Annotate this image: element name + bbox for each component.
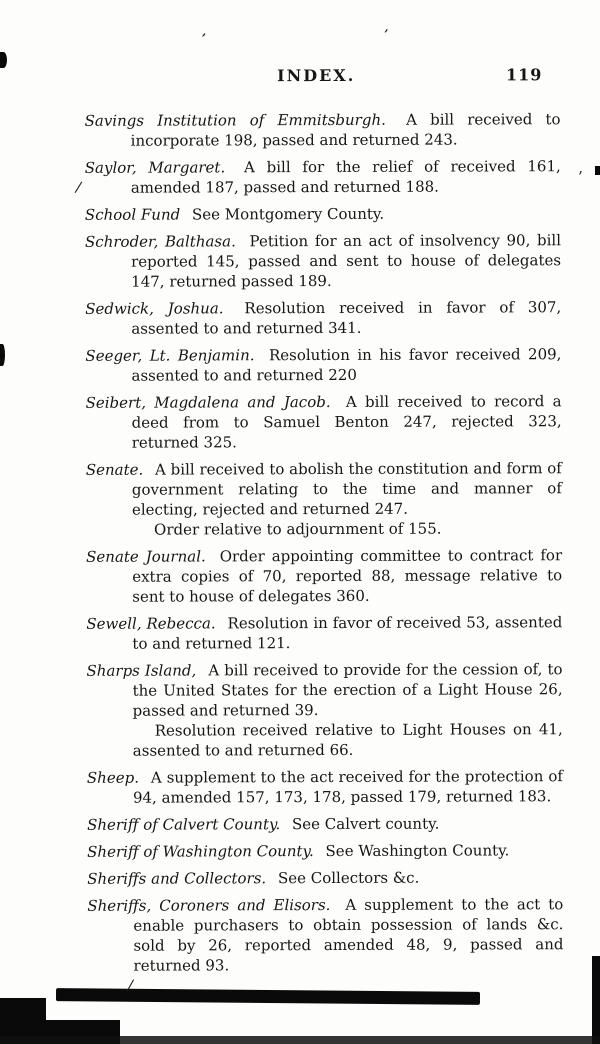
entry-term: Seeger, Lt. Benjamin. <box>85 346 255 365</box>
page-content <box>84 65 563 983</box>
entry-paragraph <box>85 344 561 386</box>
entry-paragraph <box>86 391 562 453</box>
entry-term: School Fund <box>84 205 181 224</box>
index-entry <box>87 867 563 889</box>
entry-text: See Montgomery County. <box>187 204 385 224</box>
entry-term: Sedwick, Joshua. <box>85 299 224 318</box>
scan-artifact-top-left-mark <box>0 52 7 68</box>
entry-text: Petition for an act of insolvency 90, bill reported 145, passed and sent to house of delegates 147, returned passed 189. <box>131 231 562 291</box>
stray-ink-mark: / <box>126 975 135 995</box>
entry-term: Sharps Island, <box>86 661 197 680</box>
entry-term: Sheep. <box>86 768 139 787</box>
entry-term: Seibert, Magdalena and Jacob. <box>85 392 331 412</box>
entry-text: Resolution in favor of received 53, assented to and returned 121. <box>132 613 563 653</box>
scan-artifact-left-edge-mark <box>0 344 5 366</box>
entry-text: See Calvert county. <box>287 814 440 834</box>
entry-text: A bill received to provide for the cession of, to the United States for the erection of a Light House 26, passed and returned 39. <box>132 660 563 720</box>
scan-artifact-bottom-edge <box>0 1036 600 1044</box>
entry-term: Saylor, Margaret. <box>84 158 226 177</box>
index-entry <box>85 297 561 339</box>
entry-text: A bill received to abolish the constitution and form of government relating to the time and manner of electing, rejected and returned 247. <box>131 459 562 519</box>
entry-text: A bill received to incorporate 198, passed and returned 243. <box>130 110 561 150</box>
entry-term: Schroder, Balthasa. <box>84 232 236 251</box>
index-entry <box>85 203 561 225</box>
scan-artifact-bottom-bar <box>56 988 480 1005</box>
stray-ink-mark: ’ <box>197 29 208 49</box>
entry-term: Sewell, Rebecca. <box>86 614 216 633</box>
entry-term: Sheriff of Calvert County. <box>87 815 281 834</box>
entry-paragraph <box>86 545 562 607</box>
entry-text: Resolution received in favor of 307, assented to and returned 341. <box>131 298 562 338</box>
scan-artifact-bottom-right-strip <box>592 956 600 1044</box>
entry-text: A supplement to the act received for the protection of 94, amended 157, 173, 178, passed 179, returned 183. <box>132 767 563 807</box>
entry-paragraph <box>87 813 563 835</box>
entry-text: A bill received to record a deed from to Samuel Benton 247, rejected 323, returned 325. <box>131 392 562 452</box>
entry-paragraph <box>85 203 561 225</box>
index-entry <box>86 612 562 654</box>
index-entry <box>87 894 563 976</box>
index-entry <box>85 344 561 386</box>
entry-paragraph <box>87 840 563 862</box>
entry-paragraph <box>85 109 561 151</box>
entry-term: Senate. <box>85 460 144 479</box>
index-entry <box>86 458 562 540</box>
entry-text: Order appointing committee to contract for extra copies of 70, reported 88, message relative to sent to house of delegates 360. <box>132 546 563 606</box>
entry-continuation: Resolution received relative to Light Houses on 41, assented to and returned 66. <box>132 720 563 760</box>
entry-paragraph <box>85 297 561 339</box>
index-entry <box>85 109 561 151</box>
stray-ink-mark: / <box>73 177 84 197</box>
entry-term: Sheriffs, Coroners and Elisors. <box>87 895 331 915</box>
page-number: 119 <box>505 65 543 85</box>
entry-paragraph <box>87 867 563 889</box>
index-entries <box>85 109 564 976</box>
entry-text: See Collectors &c. <box>273 868 420 888</box>
index-entry <box>87 840 563 862</box>
stray-ink-mark: ’ <box>381 25 390 45</box>
entry-text: See Washington County. <box>320 841 510 861</box>
entry-term: Sheriffs and Collectors. <box>87 869 267 888</box>
entry-paragraph <box>87 894 563 976</box>
scan-artifact-right-edge-tick <box>595 166 600 175</box>
entry-term: Sheriff of Washington County. <box>87 842 314 861</box>
index-entry <box>86 391 562 453</box>
entry-term: Savings Institution of Emmitsburgh. <box>84 110 386 130</box>
entry-text: A supplement to the act to enable purchasers to obtain possession of lands &c. sold by 26, reported amended 48, 9, passed and returned 93. <box>133 895 564 975</box>
stray-ink-mark: ’ <box>578 168 583 186</box>
entry-text: A bill for the relief of received 161, amended 187, passed and returned 188. <box>130 157 561 197</box>
entry-text: Resolution in his favor received 209, assented to and returned 220 <box>131 345 562 385</box>
entry-paragraph <box>86 659 562 721</box>
index-entry <box>87 766 563 808</box>
entry-term: Senate Journal. <box>86 547 206 566</box>
page-header <box>84 65 560 93</box>
index-entry <box>87 813 563 835</box>
entry-paragraph <box>85 230 561 292</box>
entry-paragraph <box>86 458 562 520</box>
index-entry <box>86 659 562 761</box>
entry-paragraph <box>86 612 562 654</box>
index-entry <box>86 545 562 607</box>
entry-paragraph <box>87 766 563 808</box>
index-entry <box>85 156 561 198</box>
entry-continuation: Order relative to adjournment of 155. <box>153 519 442 539</box>
entry-paragraph <box>85 156 561 198</box>
index-entry <box>85 230 561 292</box>
page-header-title: INDEX. <box>277 65 356 86</box>
